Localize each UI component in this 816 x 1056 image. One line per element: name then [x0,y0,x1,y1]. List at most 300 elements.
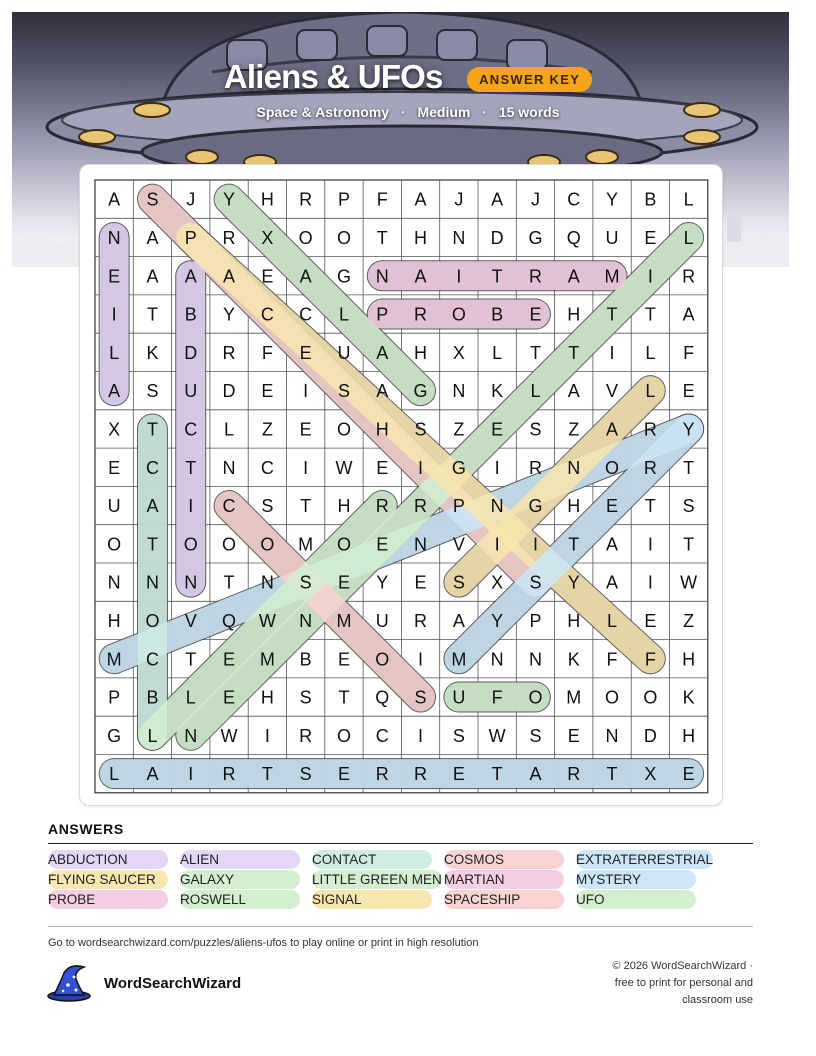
grid-letter: A [452,610,465,631]
grid-letter: O [336,534,351,555]
grid-letter: T [261,764,273,785]
grid-letter: L [645,381,656,402]
grid-letter: H [260,687,274,708]
grid-letter: R [222,227,236,248]
word-search-grid [80,165,724,807]
grid-letter: A [606,534,619,555]
grid-letter: J [186,189,196,210]
grid-letter: E [491,419,504,440]
grid-letter: I [418,457,424,478]
grid-letter: D [184,342,198,363]
grid-letter: E [299,419,312,440]
grid-letter: U [605,227,619,248]
grid-letter: K [567,649,580,670]
answer-item [444,870,576,890]
grid-letter: M [451,649,467,670]
grid-letter: G [528,227,543,248]
grid-letter: N [184,725,198,746]
grid-letter: E [337,572,350,593]
grid-letter: N [605,725,619,746]
grid-letter: E [414,572,427,593]
grid-letter: W [680,572,698,593]
answer-item [180,890,312,910]
grid-letter: E [682,764,695,785]
grid-letter: R [375,764,389,785]
grid-letter: I [647,266,653,287]
grid-letter: F [644,649,656,670]
grid-letter: T [683,534,695,555]
grid-letter: P [184,227,197,248]
grid-letter: A [146,496,159,517]
grid-letter: W [488,725,506,746]
grid-letter: T [300,496,312,517]
grid-letter: N [414,534,428,555]
grid-letter: A [299,266,312,287]
grid-letter: A [682,304,695,325]
grid-letter: R [643,457,657,478]
grid-letter: L [530,381,541,402]
grid-letter: F [261,342,273,363]
grid-letter: S [261,496,274,517]
grid-letter: T [606,764,618,785]
grid-letter: U [375,610,389,631]
grid-letter: S [299,572,312,593]
grid-letter: E [682,381,695,402]
grid-letter: D [643,725,657,746]
grid-letter: I [456,266,462,287]
copyright-line: © 2026 WordSearchWizard · [612,960,753,972]
grid-letter: T [223,572,235,593]
grid-letter: N [452,381,466,402]
answer-item [444,850,576,870]
grid-letter: I [188,496,194,517]
grid-letter: G [107,725,122,746]
grid-letter: H [567,496,581,517]
answer-word: UFO [576,890,696,909]
grid-letter: G [336,266,351,287]
grid-letter: S [299,687,312,708]
divider [48,843,753,844]
grid-letter: P [529,610,542,631]
grid-letter: Z [261,419,273,440]
grid-letter: R [299,189,313,210]
grid-letter: O [451,304,466,325]
grid-letter: H [682,649,696,670]
grid-letter: P [337,189,350,210]
grid-letter: I [494,534,500,555]
grid-letter: O [605,687,620,708]
grid-letter: T [644,304,656,325]
grid-letter: O [528,687,543,708]
grid-letter: T [644,496,656,517]
grid-letter: Y [682,419,695,440]
grid-letter: B [299,649,312,670]
answer-item [576,890,708,910]
grid-letter: W [258,610,276,631]
grid-letter: P [452,496,465,517]
grid-letter: E [337,764,350,785]
answers-list [48,850,753,910]
grid-letter: B [184,304,197,325]
grid-letter: C [260,304,274,325]
grid-letter: E [108,266,121,287]
grid-letter: N [145,572,159,593]
grid-letter: Z [568,419,580,440]
grid-letter: A [376,342,389,363]
grid-letter: F [683,342,695,363]
grid-letter: Y [223,189,236,210]
grid-letter: A [223,266,236,287]
grid-letter: H [414,227,428,248]
grid-letter: L [492,342,503,363]
grid-letter: T [491,764,503,785]
grid-letter: A [606,419,619,440]
puzzle-card [79,164,723,806]
grid-letter: F [376,189,388,210]
answer-item [576,850,714,870]
grid-letter: A [414,266,427,287]
grid-letter: I [418,649,424,670]
grid-letter: R [567,764,581,785]
grid-letter: L [185,687,196,708]
grid-letter: E [376,457,389,478]
grid-letter: S [452,572,465,593]
wizard-hat-icon [46,963,92,1003]
grid-letter: S [529,572,542,593]
grid-letter: S [337,381,350,402]
divider [48,926,753,927]
grid-letter: O [605,457,620,478]
grid-letter: E [337,649,350,670]
answer-word: MYSTERY [576,870,696,889]
grid-letter: N [222,457,236,478]
answer-item [180,850,312,870]
grid-letter: S [682,496,695,517]
answer-item [576,870,708,890]
grid-letter: L [224,419,235,440]
grid-letter: S [414,419,427,440]
difficulty-label: Medium [417,104,471,120]
grid-letter: Q [566,227,581,248]
grid-letter: O [643,687,658,708]
answer-word: SPACESHIP [444,890,564,909]
grid-letter: X [452,342,465,363]
answer-word: EXTRATERRESTRIAL [576,852,714,867]
grid-letter: E [567,725,580,746]
grid-letter: I [418,725,424,746]
grid-letter: C [184,419,198,440]
grid-letter: E [529,304,542,325]
grid-letter: L [338,304,349,325]
grid-letter: N [184,572,198,593]
answer-item [312,890,444,910]
grid-letter: N [567,457,581,478]
grid-letter: H [682,725,696,746]
grid-letter: S [146,189,159,210]
grid-letter: C [145,457,159,478]
grid-letter: R [414,764,428,785]
answer-word: CONTACT [312,850,432,869]
copyright-line: free to print for personal and [614,977,753,989]
grid-letter: S [529,725,542,746]
page-title: Aliens & UFOs [223,58,443,95]
grid-letter: C [260,457,274,478]
grid-letter: H [567,610,581,631]
grid-letter: H [375,419,389,440]
grid-letter: R [375,496,389,517]
grid-letter: U [184,381,198,402]
grid-letter: L [109,764,120,785]
grid-letter: L [683,189,694,210]
grid-letter: N [528,649,542,670]
brand [46,963,241,1003]
grid-letter: E [299,342,312,363]
grid-letter: E [644,610,657,631]
grid-letter: J [454,189,464,210]
grid-letter: N [260,572,274,593]
grid-letter: W [220,725,238,746]
answer-item [48,870,180,890]
grid-letter: C [222,496,236,517]
grid-letter: E [261,266,274,287]
grid-letter: A [108,189,121,210]
grid-letter: P [108,687,121,708]
grid-letter: S [529,419,542,440]
grid-letter: T [606,304,618,325]
grid-letter: M [106,649,122,670]
grid-letter: X [261,227,274,248]
answer-item [180,870,312,890]
brand-name: WordSearchWizard [104,974,242,992]
grid-letter: Q [222,610,237,631]
grid-letter: C [375,725,389,746]
grid-letter: S [414,687,427,708]
answer-word: GALAXY [180,870,300,889]
grid-letter: R [299,725,313,746]
grid-letter: T [338,687,350,708]
grid-letter: B [491,304,504,325]
grid-letter: A [184,266,197,287]
grid-letter: I [494,457,500,478]
grid-letter: O [336,419,351,440]
grid-letter: O [222,534,237,555]
answer-word: ALIEN [180,850,300,869]
grid-letter: O [336,725,351,746]
grid-letter: V [184,610,197,631]
grid-letter: I [188,764,194,785]
grid-letter: R [222,764,236,785]
grid-letter: P [376,304,389,325]
grid-letter: G [451,457,466,478]
grid-letter: L [607,610,618,631]
grid-letter: H [414,342,428,363]
grid-letter: Q [375,687,390,708]
answer-word: MARTIAN [444,870,564,889]
grid-letter: S [299,764,312,785]
grid-letter: M [604,266,620,287]
answer-key-badge: ANSWER KEY [467,67,592,92]
grid-letter: I [111,304,117,325]
grid-letter: K [682,687,695,708]
word-count-label: 15 words [498,104,560,120]
grid-letter: T [146,419,158,440]
copyright [553,958,753,1009]
answers-heading: ANSWERS [48,821,124,837]
grid-letter: M [259,649,275,670]
grid-letter: E [376,534,389,555]
grid-letter: A [146,764,159,785]
answer-word: FLYING SAUCER [48,870,168,889]
separator: · [400,104,406,120]
category-label: Space & Astronomy [256,104,389,120]
grid-letter: H [107,610,121,631]
grid-letter: S [146,381,159,402]
grid-letter: R [682,266,696,287]
grid-letter: W [335,457,353,478]
grid-letter: N [452,227,466,248]
grid-letter: E [108,457,121,478]
grid-letter: Y [491,610,504,631]
grid-letter: T [529,342,541,363]
grid-letter: E [606,496,619,517]
grid-letter: F [491,687,503,708]
footer-link-text: Go to wordsearchwizard.com/puzzles/aliens-ufos to play online or print in high resolution [48,937,479,949]
grid-letter: A [146,227,159,248]
grid-letter: E [261,381,274,402]
grid-letter: C [145,649,159,670]
grid-letter: R [414,496,428,517]
grid-letter: I [609,342,615,363]
separator: · [482,104,487,120]
grid-letter: O [183,534,198,555]
grid-letter: O [145,610,160,631]
grid-letter: N [107,227,121,248]
grid-letter: Y [223,304,236,325]
grid-letter: H [567,304,581,325]
grid-letter: A [491,189,504,210]
grid-letter: Y [376,572,389,593]
grid-letter: H [337,496,351,517]
grid-letter: F [606,649,618,670]
grid-letter: U [337,342,351,363]
grid-letter: R [528,266,542,287]
grid-letter: H [260,189,274,210]
grid-letter: T [146,304,158,325]
grid-letter: Y [606,189,619,210]
grid-letter: X [491,572,504,593]
grid-letter: U [452,687,466,708]
grid-letter: A [108,381,121,402]
grid-letter: M [298,534,314,555]
grid-letter: I [532,534,538,555]
answer-word: LITTLE GREEN MEN [312,872,442,887]
answer-item [48,850,180,870]
grid-letter: L [645,342,656,363]
grid-letter: O [375,649,390,670]
answer-item [48,890,180,910]
answer-item [312,850,444,870]
grid-letter: C [299,304,313,325]
grid-letter: X [108,419,121,440]
copyright-line: classroom use [682,994,753,1006]
grid-letter: T [376,227,388,248]
answer-word: SIGNAL [312,890,432,909]
grid-letter: R [222,342,236,363]
grid-letter: T [683,457,695,478]
grid-letter: N [490,649,504,670]
grid-letter: A [376,381,389,402]
grid-letter: I [264,725,270,746]
grid-letter: K [146,342,159,363]
grid-letter: V [452,534,465,555]
answer-word: PROBE [48,890,168,909]
grid-letter: L [109,342,120,363]
answer-word: COSMOS [444,850,564,869]
grid-letter: E [452,764,465,785]
grid-letter: Z [683,610,695,631]
grid-letter: R [414,304,428,325]
grid-letter: Z [453,419,465,440]
answer-word: ABDUCTION [48,850,168,869]
grid-letter: O [298,227,313,248]
grid-letter: T [491,266,503,287]
grid-letter: O [260,534,275,555]
grid-letter: A [414,189,427,210]
grid-letter: V [606,381,619,402]
puzzle-meta [0,104,816,120]
answer-item [312,870,444,890]
grid-letter: O [107,534,122,555]
grid-letter: R [414,610,428,631]
grid-letter: L [683,227,694,248]
grid-letter: A [606,572,619,593]
grid-letter: G [413,381,428,402]
grid-letter: A [567,381,580,402]
grid-letter: R [528,457,542,478]
answer-word: ROSWELL [180,890,300,909]
grid-letter: M [336,610,352,631]
grid-letter: N [299,610,313,631]
grid-letter: N [490,496,504,517]
grid-letter: A [529,764,542,785]
answer-item [444,890,576,910]
grid-letter: X [644,764,657,785]
grid-letter: T [146,534,158,555]
grid-letter: I [303,381,309,402]
grid-letter: T [568,534,580,555]
grid-letter: K [491,381,504,402]
grid-letter: T [568,342,580,363]
grid-letter: D [222,381,236,402]
grid-letter: B [644,189,657,210]
grid-letter: I [303,457,309,478]
grid-letter: R [643,419,657,440]
grid-letter: B [146,687,159,708]
grid-letter: T [185,649,197,670]
grid-letter: T [185,457,197,478]
grid-letter: C [567,189,581,210]
grid-letter: M [566,687,582,708]
grid-letter: A [567,266,580,287]
grid-letter: I [647,534,653,555]
grid-letter: A [146,266,159,287]
grid-letter: U [107,496,121,517]
grid-letter: N [107,572,121,593]
grid-letter: E [223,649,236,670]
grid-letter: N [375,266,389,287]
grid-letter: D [490,227,504,248]
grid-letter: G [528,496,543,517]
